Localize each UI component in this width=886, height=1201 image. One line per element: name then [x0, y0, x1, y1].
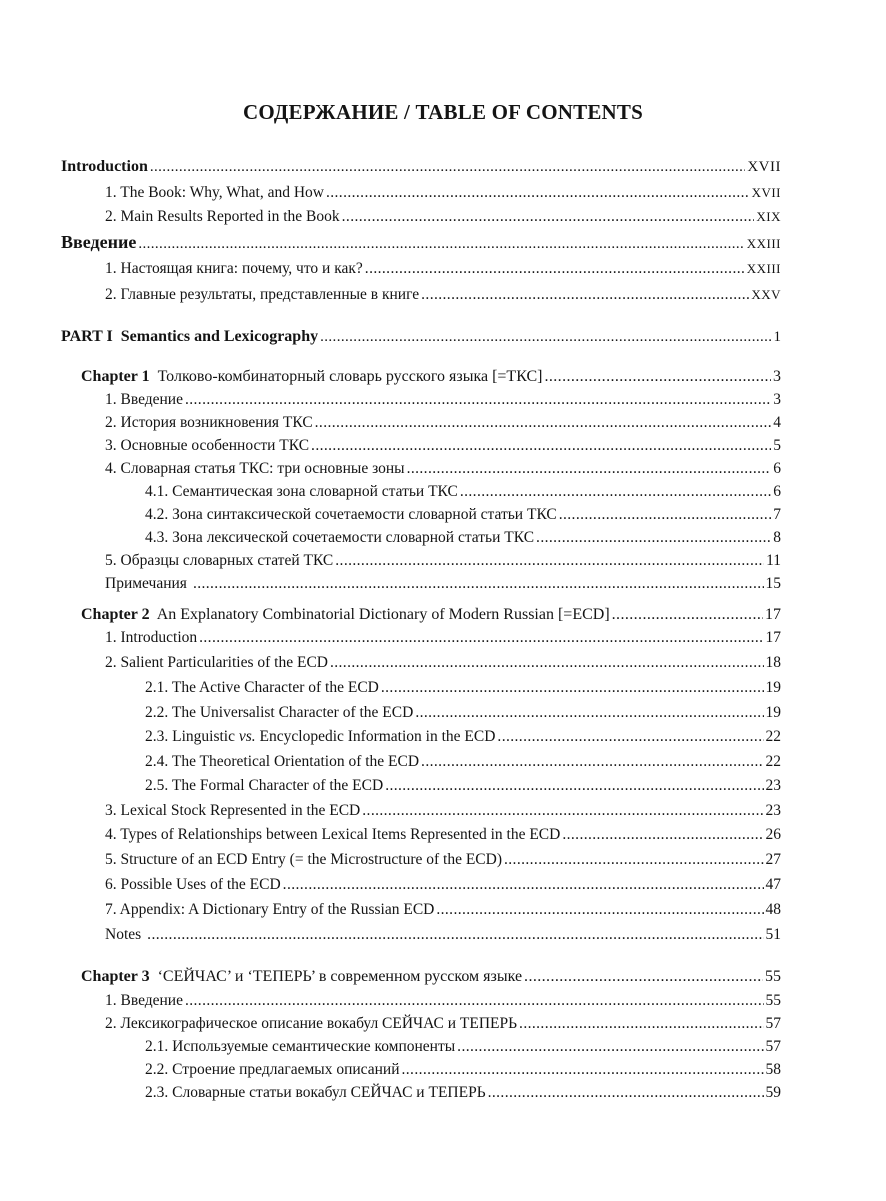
leader-dots	[488, 1082, 764, 1104]
leader-dots	[457, 1036, 763, 1058]
toc-page: 26	[765, 826, 781, 843]
toc-entry[interactable]	[145, 481, 781, 503]
leader-dots	[497, 726, 763, 748]
toc-label: 2.1. The Active Character of the ECD	[145, 679, 379, 696]
chapter-number: Chapter 1	[81, 368, 150, 385]
chapter-heading	[81, 604, 610, 626]
toc-label: 2.2. Строение предлагаемых описаний	[145, 1061, 400, 1078]
leader-dots	[311, 435, 771, 457]
toc-page: 1	[773, 329, 781, 345]
toc-label-part: 2.3. Linguistic	[145, 728, 239, 745]
leader-dots	[335, 550, 764, 572]
toc-page: XXIII	[746, 236, 781, 251]
leader-dots	[519, 1013, 763, 1035]
toc-entry-chapter-3[interactable]	[81, 966, 781, 988]
toc-page: 27	[765, 851, 781, 868]
page-title: СОДЕРЖАНИЕ / TABLE OF CONTENTS	[243, 100, 643, 124]
leader-dots	[193, 573, 764, 595]
toc-page: XXIII	[746, 261, 781, 276]
toc-label: 4.2. Зона синтаксической сочетаемости словарной статьи ТКС	[145, 506, 557, 523]
toc-page: 23	[765, 777, 781, 794]
toc-label: 2. История возникновения ТКС	[105, 414, 313, 431]
toc-label: 2.5. The Formal Character of the ECD	[145, 777, 384, 794]
toc-page: 55	[765, 968, 781, 985]
toc-page: 22	[765, 728, 781, 745]
toc-label: Введение	[61, 232, 137, 252]
chapter-number: Chapter 3	[81, 968, 150, 985]
toc-page: 59	[765, 1084, 781, 1101]
toc-entry[interactable]	[145, 527, 781, 549]
toc-label: 1. The Book: Why, What, and How	[105, 184, 324, 201]
toc-page: XVII	[747, 159, 781, 175]
leader-dots	[342, 206, 755, 228]
toc-page: XXV	[751, 287, 781, 302]
toc-entry[interactable]	[105, 435, 781, 457]
toc-page: 57	[765, 1038, 781, 1055]
leader-dots	[185, 990, 764, 1012]
toc-label: 3. Основные особенности ТКС	[105, 437, 310, 454]
toc-label-vs: vs.	[238, 728, 256, 745]
chapter-title: Толково-комбинаторный словарь русского языка [=ТКС]	[157, 368, 543, 385]
toc-page: 48	[765, 901, 781, 918]
toc-entry[interactable]	[145, 1082, 781, 1104]
toc-label: Notes	[105, 926, 142, 943]
toc-page: 4	[773, 414, 781, 431]
toc-label: 2. Salient Particularities of the ECD	[105, 654, 328, 671]
toc-page: 19	[765, 679, 781, 696]
toc-entry-notes[interactable]	[105, 924, 781, 946]
chapter-title: An Explanatory Combinatorial Dictionary of Modern Russian [=ECD]	[156, 606, 610, 623]
toc-entry[interactable]	[105, 849, 781, 871]
toc-label: 2. Main Results Reported in the Book	[105, 208, 340, 225]
toc-entry[interactable]	[105, 652, 781, 674]
leader-dots	[185, 389, 771, 411]
toc-entry[interactable]	[105, 899, 781, 921]
toc-page: 47	[765, 876, 781, 893]
toc-entry[interactable]	[145, 677, 781, 699]
toc-label: 4.1. Семантическая зона словарной статьи ТКС	[145, 483, 458, 500]
leader-dots	[460, 481, 771, 503]
leader-dots	[283, 874, 764, 896]
toc-label: 1. Введение	[105, 391, 183, 408]
leader-dots	[421, 284, 749, 306]
toc-label: 3. Lexical Stock Represented in the ECD	[105, 802, 361, 819]
toc-page: 57	[765, 1015, 781, 1032]
toc-label: 2. Лексикографическое описание вокабул СЕЙЧАС и ТЕПЕРЬ	[105, 1015, 518, 1032]
leader-dots	[138, 233, 744, 255]
toc-label	[145, 726, 495, 748]
toc-entry-vvedenie[interactable]	[61, 231, 781, 255]
toc-entry[interactable]	[105, 990, 781, 1012]
leader-dots	[315, 412, 772, 434]
toc-page: 19	[765, 704, 781, 721]
toc-entry[interactable]	[105, 627, 781, 649]
toc-entry-introduction[interactable]	[61, 156, 781, 178]
chapter-title: ‘СЕЙЧАС’ и ‘ТЕПЕРЬ’ в современном русском языке	[157, 968, 523, 985]
leader-dots	[407, 458, 772, 480]
toc-page: 3	[773, 368, 781, 385]
toc-page: 55	[765, 992, 781, 1009]
leader-dots	[421, 751, 763, 773]
toc-entry[interactable]	[145, 775, 781, 797]
toc-page: 11	[766, 552, 781, 569]
toc-page: 18	[765, 654, 781, 671]
toc-entry[interactable]	[105, 284, 781, 306]
toc-label: 1. Introduction	[105, 629, 198, 646]
toc-entry[interactable]	[105, 182, 781, 204]
toc-label: 4.3. Зона лексической сочетаемости словарной статьи ТКС	[145, 529, 535, 546]
leader-dots	[365, 258, 745, 280]
toc-entry[interactable]	[105, 458, 781, 480]
toc-label-part: Encyclopedic Information in the ECD	[255, 728, 496, 745]
toc-page: 58	[765, 1061, 781, 1078]
leader-dots	[199, 627, 763, 649]
leader-dots	[436, 899, 763, 921]
toc-page: 22	[765, 753, 781, 770]
toc-entry[interactable]	[105, 258, 781, 280]
toc-entry[interactable]	[145, 504, 781, 526]
toc-label: 5. Образцы словарных статей ТКС	[105, 552, 334, 569]
leader-dots	[147, 924, 763, 946]
toc-entry[interactable]	[145, 751, 781, 773]
toc-page: 15	[765, 575, 781, 592]
toc-label: 5. Structure of an ECD Entry (= the Microstructure of the ECD)	[105, 851, 502, 868]
toc-label: Примечания	[105, 575, 187, 592]
toc-entry[interactable]	[105, 389, 781, 411]
toc-label: PART I Semantics and Lexicography	[61, 328, 319, 345]
toc-page: XVII	[751, 185, 781, 200]
leader-dots	[320, 326, 771, 348]
leader-dots	[385, 775, 763, 797]
leader-dots	[150, 156, 746, 178]
toc-entry[interactable]	[105, 824, 781, 846]
leader-dots	[362, 800, 763, 822]
toc-page: 23	[765, 802, 781, 819]
toc-entry[interactable]	[145, 726, 781, 748]
toc-entry[interactable]	[105, 874, 781, 896]
leader-dots	[562, 824, 763, 846]
toc-entry[interactable]	[145, 1059, 781, 1081]
toc-label: Introduction	[61, 158, 148, 175]
toc-entry[interactable]	[105, 550, 781, 572]
chapter-heading	[81, 966, 522, 988]
toc-entry[interactable]	[105, 1013, 781, 1035]
leader-dots	[330, 652, 764, 674]
toc-page: 8	[773, 529, 781, 546]
toc-page: XIX	[756, 209, 781, 224]
leader-dots	[415, 702, 763, 724]
leader-dots	[402, 1059, 764, 1081]
toc-page: 7	[773, 506, 781, 523]
leader-dots	[326, 182, 750, 204]
toc-label: 2.4. The Theoretical Orientation of the ECD	[145, 753, 420, 770]
toc-entry-notes[interactable]	[105, 573, 781, 595]
leader-dots	[612, 604, 763, 626]
toc-label: 1. Введение	[105, 992, 183, 1009]
leader-dots	[559, 504, 772, 526]
toc-label: 7. Appendix: A Dictionary Entry of the Russian ECD	[105, 901, 435, 918]
toc-page: 17	[765, 606, 781, 623]
toc-entry[interactable]	[105, 800, 781, 822]
toc-entry-chapter-2[interactable]	[81, 604, 781, 626]
toc-entry[interactable]	[105, 412, 781, 434]
leader-dots	[381, 677, 764, 699]
toc-entry[interactable]	[145, 702, 781, 724]
toc-page: 51	[765, 926, 781, 943]
toc-page: 3	[773, 391, 781, 408]
toc-entry[interactable]	[145, 1036, 781, 1058]
leader-dots	[536, 527, 771, 549]
toc-label: 4. Types of Relationships between Lexical Items Represented in the ECD	[105, 826, 561, 843]
toc-entry[interactable]	[105, 206, 781, 228]
toc-page: 6	[773, 483, 781, 500]
toc-label: 2.1. Используемые семантические компоненты	[145, 1038, 456, 1055]
toc-label: 1. Настоящая книга: почему, что и как?	[105, 260, 363, 277]
leader-dots	[524, 966, 763, 988]
toc-label: 2.2. The Universalist Character of the ECD	[145, 704, 414, 721]
toc-page: 5	[773, 437, 781, 454]
leader-dots	[504, 849, 764, 871]
toc-label: 2.3. Словарные статьи вокабул СЕЙЧАС и ТЕПЕРЬ	[145, 1084, 486, 1101]
toc-page: 6	[773, 460, 781, 477]
toc-label: 4. Словарная статья ТКС: три основные зоны	[105, 460, 405, 477]
leader-dots	[544, 366, 771, 388]
chapter-number: Chapter 2	[81, 606, 150, 623]
chapter-heading	[81, 366, 542, 388]
toc-page: 17	[765, 629, 781, 646]
toc-label: 2. Главные результаты, представленные в книге	[105, 286, 420, 303]
toc-label: 6. Possible Uses of the ECD	[105, 876, 281, 893]
toc-entry-chapter-1[interactable]	[81, 366, 781, 388]
toc-entry-part-1[interactable]	[61, 326, 781, 348]
